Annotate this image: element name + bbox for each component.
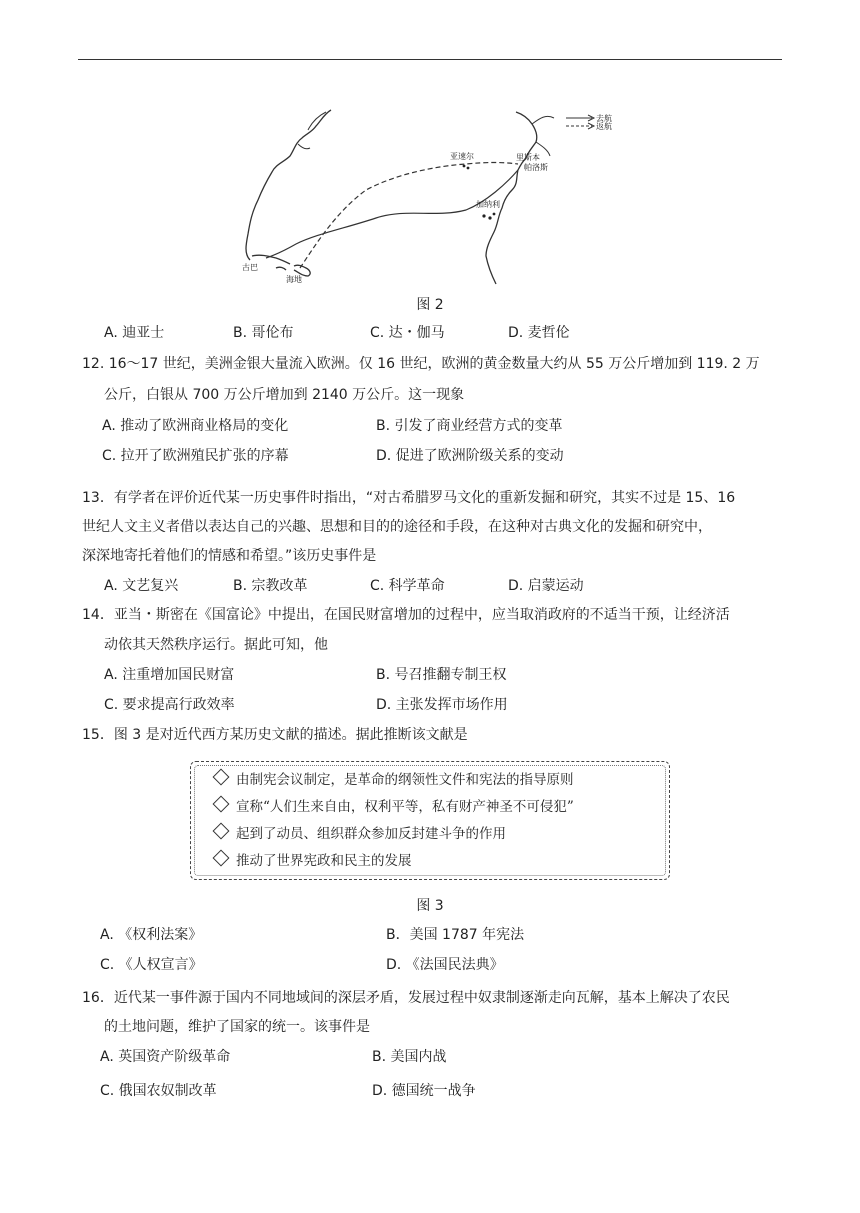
q16-option-a: A. 英国资产阶级革命: [100, 1049, 231, 1065]
q12-stem-line1: 12. 16～17 世纪，美洲金银大量流入欧洲。仅 16 世纪，欧洲的黄金数量大约从 55 万公斤增加到 119. 2 万: [82, 356, 760, 372]
q15-option-d: D. 《法国民法典》: [386, 957, 504, 973]
q14-option-c: C. 要求提高行政效率: [104, 697, 235, 713]
q12-option-a: A. 推动了欧洲商业格局的变化: [102, 418, 289, 434]
diamond-bullet-icon: [213, 823, 230, 840]
q13-stem-line1: 13．有学者在评价近代某一历史事件时指出，“对古希腊罗马文化的重新发掘和研究，其实不过是 15、16: [82, 490, 736, 506]
figure3-box: [190, 761, 670, 880]
q16-stem-line2: 的土地问题，维护了国家的统一。该事件是: [104, 1019, 370, 1035]
q13-option-c: C. 科学革命: [370, 578, 445, 594]
header-rule: [78, 59, 782, 60]
legend-return: 返航: [596, 122, 612, 131]
label-canary: 加纳利: [476, 200, 500, 209]
q16-option-d: D. 德国统一战争: [372, 1083, 476, 1099]
q15-option-c: C. 《人权宣言》: [100, 957, 203, 973]
diamond-bullet-icon: [213, 850, 230, 867]
q14-option-a: A. 注重增加国民财富: [104, 667, 235, 683]
q16-option-c: C. 俄国农奴制改革: [100, 1083, 217, 1099]
voyage-map: [236, 104, 622, 288]
figure3-item: 宣称“人们生来自由，权利平等，私有财产神圣不可侵犯”: [215, 795, 574, 815]
q15-stem: 15．图 3 是对近代西方某历史文献的描述。据此推断该文献是: [82, 727, 468, 743]
q14-stem-line2: 动依其天然秩序运行。据此可知，他: [104, 637, 328, 653]
q12-option-b: B. 引发了商业经营方式的变革: [376, 418, 563, 434]
label-lisbon: 里斯本: [516, 153, 540, 162]
q13-stem-line3: 深深地寄托着他们的情感和希望。”该历史事件是: [82, 548, 377, 564]
q11-option-c: C. 达・伽马: [370, 325, 445, 341]
q12-stem-line2: 公斤，白银从 700 万公斤增加到 2140 万公斤。这一现象: [104, 387, 465, 403]
q16-stem-line1: 16．近代某一事件源于国内不同地域间的深层矛盾，发展过程中奴隶制逐渐走向瓦解，基本上解决了农民: [82, 990, 730, 1006]
q13-stem-line2: 世纪人文主义者借以表达自己的兴趣、思想和目的的途径和手段，在这种对古典文化的发掘和研究中，: [82, 519, 712, 535]
figure3-caption: 图 3: [416, 898, 444, 914]
q14-option-b: B. 号召推翻专制王权: [376, 667, 507, 683]
label-cuba: 古巴: [242, 263, 258, 272]
figure3-item: 推动了世界宪政和民主的发展: [215, 849, 412, 869]
figure3-item: 由制宪会议制定，是革命的纲领性文件和宪法的指导原则: [215, 768, 574, 788]
q15-option-b: B．美国 1787 年宪法: [386, 927, 525, 943]
legend-outbound: 去航: [596, 114, 612, 123]
label-haiti: 海地: [286, 275, 302, 284]
q14-option-d: D. 主张发挥市场作用: [376, 697, 508, 713]
label-palos: 帕洛斯: [524, 163, 548, 172]
diamond-bullet-icon: [213, 796, 230, 813]
figure2-caption: 图 2: [416, 297, 444, 313]
q11-option-a: A. 迪亚士: [104, 325, 165, 341]
label-azores: 亚速尔: [450, 152, 474, 161]
q14-stem-line1: 14．亚当・斯密在《国富论》中提出，在国民财富增加的过程中，应当取消政府的不适当干预，让经济活: [82, 607, 730, 623]
q12-option-c: C. 拉开了欧洲殖民扩张的序幕: [102, 448, 289, 464]
q12-option-d: D. 促进了欧洲阶级关系的变动: [376, 448, 564, 464]
q16-option-b: B. 美国内战: [372, 1049, 447, 1065]
diamond-bullet-icon: [213, 769, 230, 786]
q15-option-a: A. 《权利法案》: [100, 927, 203, 943]
q13-option-d: D. 启蒙运动: [508, 578, 584, 594]
q11-option-d: D. 麦哲伦: [508, 325, 570, 341]
figure3-item: 起到了动员、组织群众参加反封建斗争的作用: [215, 822, 506, 842]
q11-option-b: B. 哥伦布: [233, 325, 294, 341]
q13-option-a: A. 文艺复兴: [104, 578, 179, 594]
q13-option-b: B. 宗教改革: [233, 578, 308, 594]
